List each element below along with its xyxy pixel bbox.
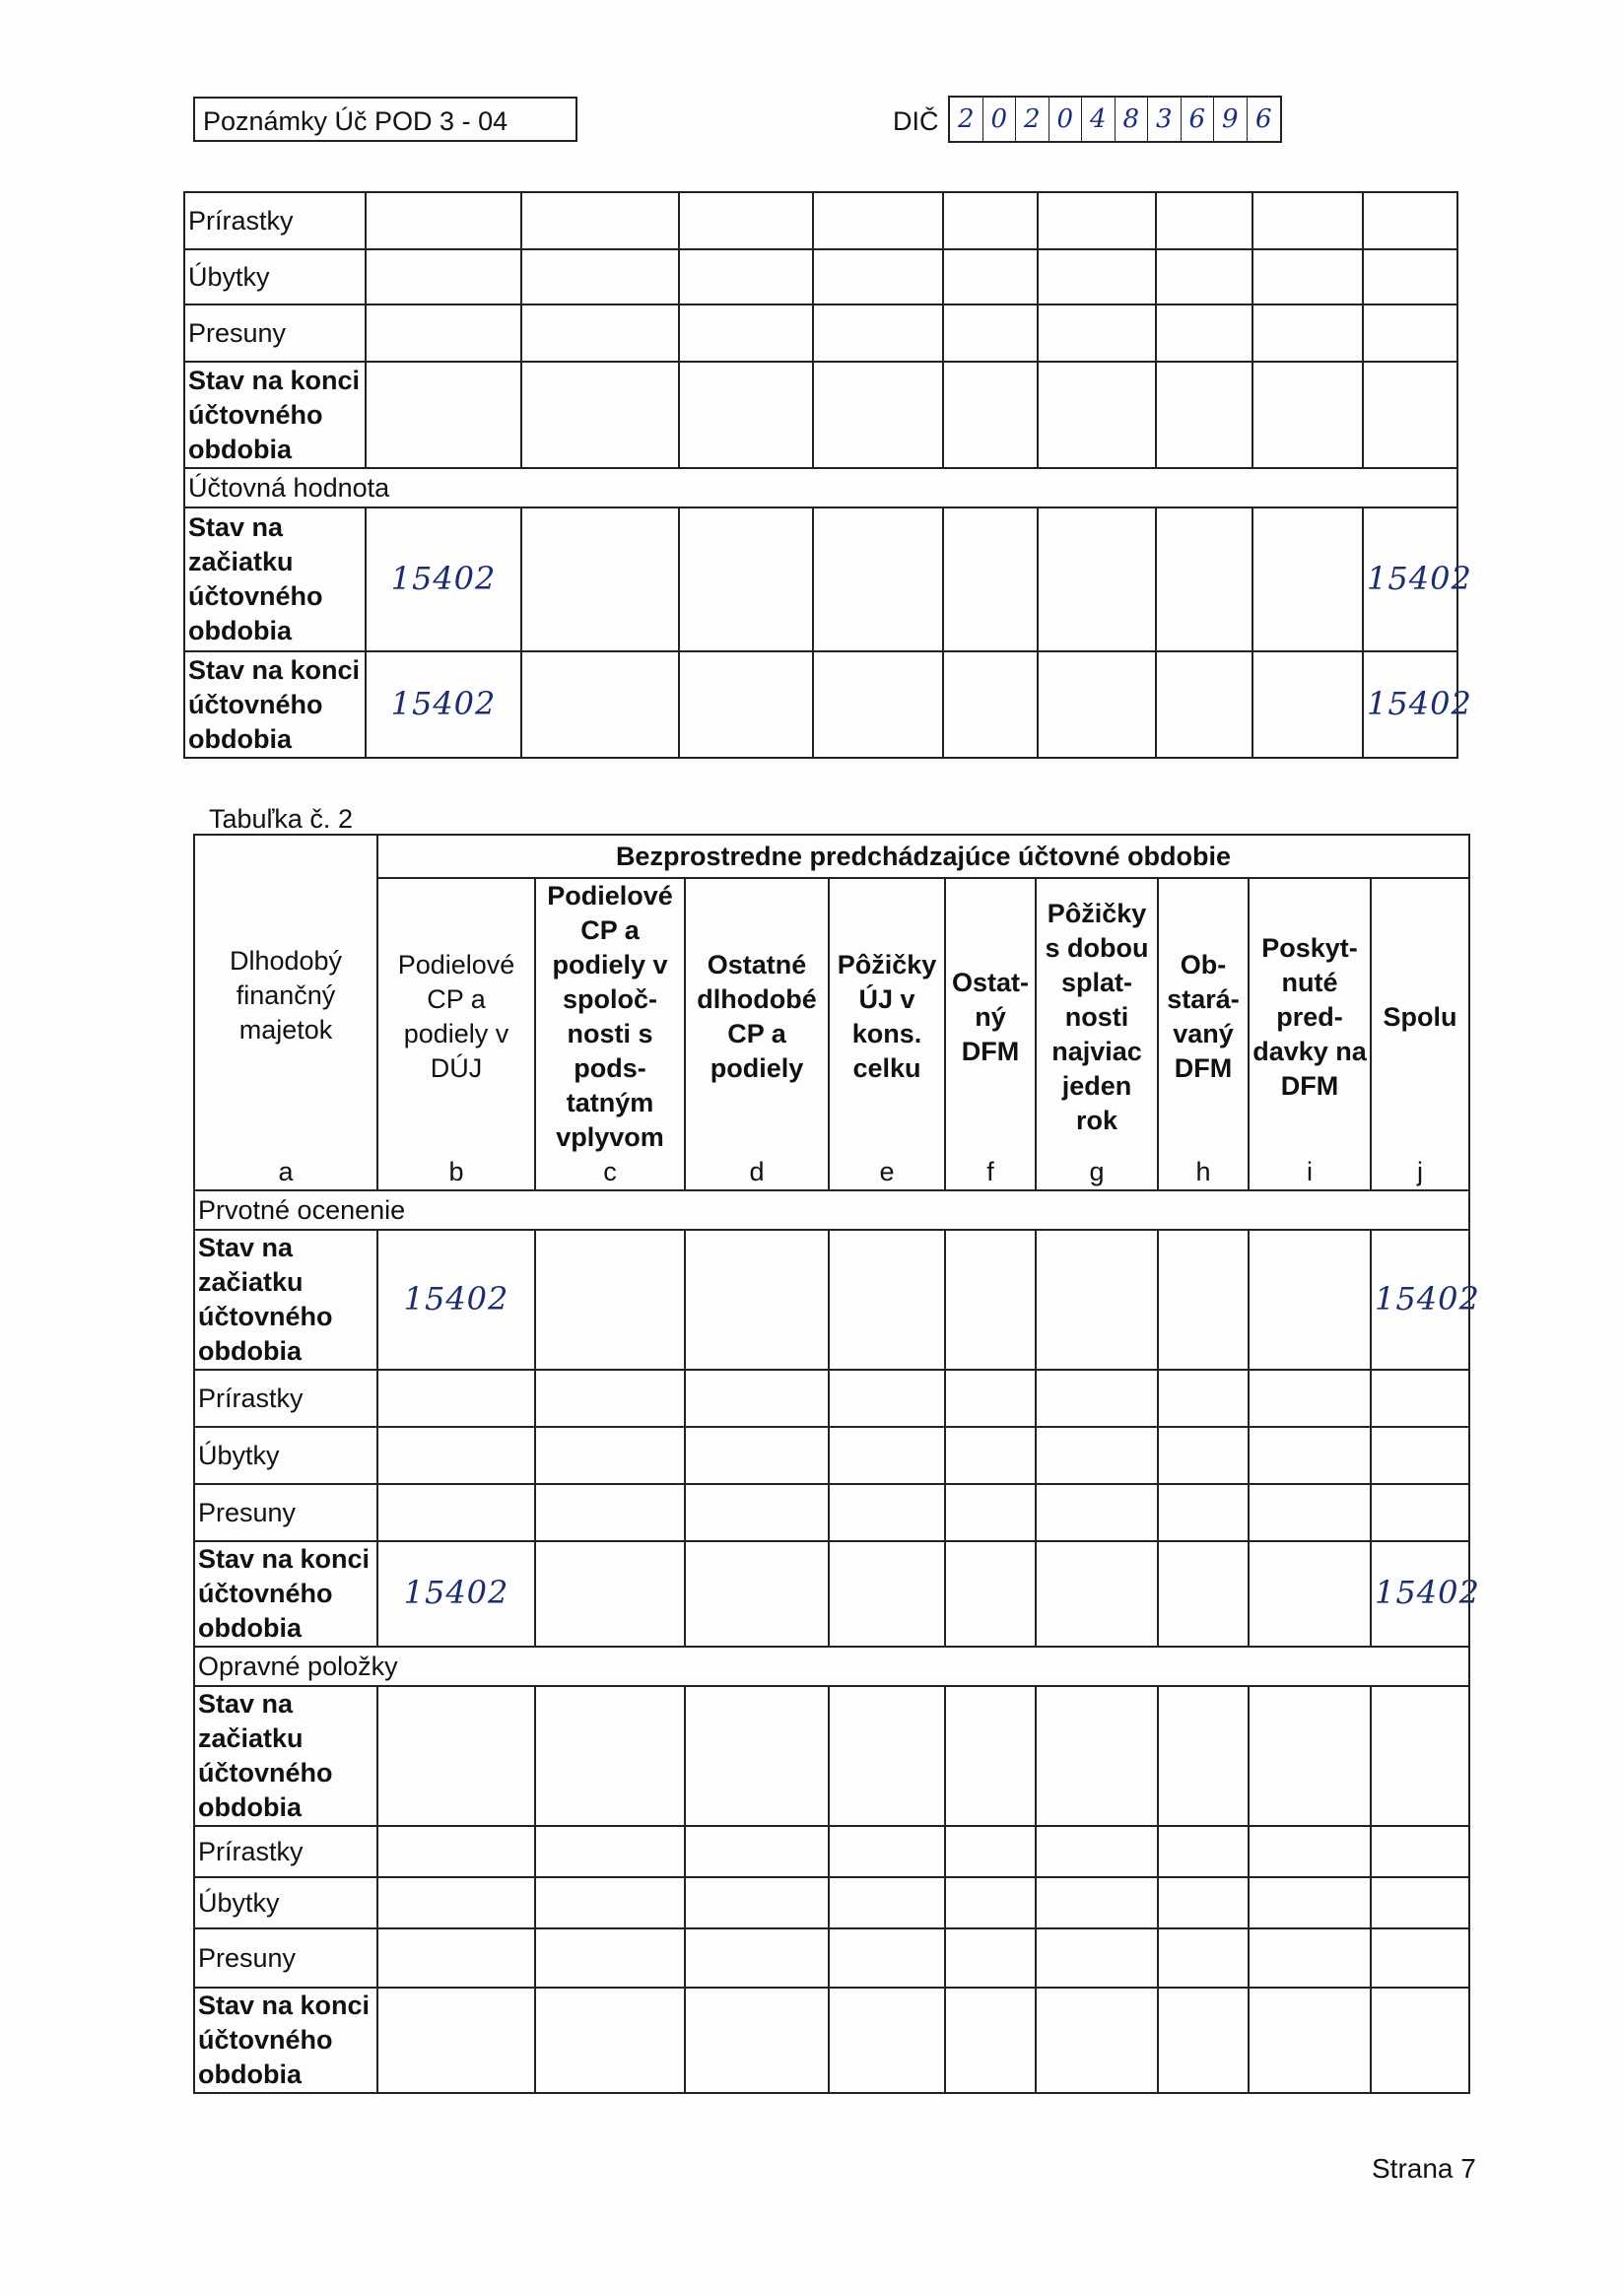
form-label: Poznámky Úč POD 3 - 04 — [203, 106, 508, 136]
table-row — [194, 1826, 1469, 1877]
dic-digit: 6 — [1254, 104, 1272, 134]
column-header: Spolu — [1371, 878, 1469, 1155]
row-label: Presuny — [184, 304, 366, 362]
row-label: Presuny — [194, 1484, 377, 1541]
table-row — [194, 1230, 1469, 1370]
dic-digit: 3 — [1148, 98, 1182, 141]
column-letter: f — [945, 1155, 1036, 1190]
table-row — [184, 651, 1457, 758]
column-letter: g — [1036, 1155, 1158, 1190]
column-header: Pôžičky ÚJ v kons. celku — [829, 878, 945, 1155]
row-label: Stav na konci účtovného obdobia — [184, 651, 366, 758]
table-row — [194, 1370, 1469, 1427]
handwritten-value: 15402 — [403, 1279, 509, 1317]
column-header: Pôžičky s dobou splat- nosti najviac jeden rok — [1036, 878, 1158, 1155]
handwritten-value: 15402 — [1375, 1574, 1480, 1611]
table-row — [194, 878, 1469, 1155]
table-row — [194, 1686, 1469, 1826]
dic-digit: 2 — [950, 98, 983, 141]
group-header: Bezprostredne predchádzajúce účtovné obdobie — [377, 835, 1469, 878]
column-letter: j — [1371, 1155, 1469, 1190]
row-label: Úbytky — [194, 1427, 377, 1484]
column-header: Ostatné dlhodobé CP a podiely — [685, 878, 829, 1155]
column-letter: b — [377, 1155, 535, 1190]
row-label: Prírastky — [194, 1370, 377, 1427]
column-header: Podielové CP a podiely v spoloč- nosti s pods- tatným vplyvom — [535, 878, 685, 1155]
column-letter: i — [1249, 1155, 1371, 1190]
table-row — [184, 249, 1457, 304]
row-label: Stav na konci účtovného obdobia — [184, 362, 366, 468]
column-letter: d — [685, 1155, 829, 1190]
row-label: Stav na začiatku účtovného obdobia — [194, 1230, 377, 1370]
handwritten-value: 15402 — [403, 1574, 509, 1611]
form-label-box — [193, 97, 577, 142]
section-label: Opravné položky — [194, 1647, 1469, 1686]
dic-digit: 8 — [1116, 98, 1149, 141]
dic-digit: 0 — [983, 98, 1017, 141]
column-letter: h — [1158, 1155, 1249, 1190]
table-row — [184, 304, 1457, 362]
letters-row — [194, 1155, 1469, 1190]
handwritten-value: 15402 — [1375, 1279, 1480, 1317]
table-row — [194, 1988, 1469, 2093]
row-label: Prírastky — [184, 192, 366, 249]
table-row — [194, 1541, 1469, 1647]
section-row — [184, 468, 1457, 507]
table2-title: Tabuľka č. 2 — [209, 804, 353, 834]
dic-digit: 6 — [1182, 98, 1215, 141]
handwritten-value: 15402 — [1367, 559, 1472, 597]
dic-digit: 9 — [1214, 98, 1248, 141]
dic-field — [948, 96, 1282, 143]
table-row — [194, 835, 1469, 878]
dic-digit: 4 — [1082, 98, 1116, 141]
column-letter: e — [829, 1155, 945, 1190]
column-letter: a — [194, 1155, 377, 1190]
table-row — [194, 1427, 1469, 1484]
dic-digit: 2 — [1016, 98, 1049, 141]
row-label: Stav na konci účtovného obdobia — [194, 1541, 377, 1647]
table-row — [184, 362, 1457, 468]
row-label: Prírastky — [194, 1826, 377, 1877]
dic-digit: 0 — [1049, 98, 1083, 141]
table-row — [194, 1484, 1469, 1541]
column-header: Ostat- ný DFM — [945, 878, 1036, 1155]
section-label: Účtovná hodnota — [184, 468, 1457, 507]
handwritten-value: 15402 — [1367, 684, 1472, 722]
table-row — [184, 192, 1457, 249]
table-row — [194, 1928, 1469, 1988]
row-label: Presuny — [194, 1928, 377, 1988]
section-row — [194, 1647, 1469, 1686]
table-row — [194, 1877, 1469, 1928]
row-label: Stav na začiatku účtovného obdobia — [194, 1686, 377, 1826]
column-header: Poskyt- nuté pred- davky na DFM — [1249, 878, 1371, 1155]
page-number: Strana 7 — [1372, 2153, 1476, 2184]
section-label: Prvotné ocenenie — [194, 1190, 1469, 1230]
table1 — [183, 191, 1472, 759]
column-header: Podielové CP a podiely v DÚJ — [377, 878, 535, 1155]
column-letter: c — [535, 1155, 685, 1190]
table-row — [184, 507, 1457, 651]
handwritten-value: 15402 — [390, 684, 497, 722]
handwritten-value: 15402 — [390, 559, 497, 597]
section-row — [194, 1190, 1469, 1230]
row-label: Úbytky — [194, 1877, 377, 1928]
row-label: Stav na konci účtovného obdobia — [194, 1988, 377, 2093]
column-header: Ob- stará- vaný DFM — [1158, 878, 1249, 1155]
row-label: Úbytky — [184, 249, 366, 304]
dic-label: DIČ — [893, 106, 939, 136]
table2 — [193, 834, 1480, 2094]
row-label: Stav na začiatku účtovného obdobia — [184, 507, 366, 651]
column-header: Dlhodobý finančný majetok — [194, 835, 377, 1155]
